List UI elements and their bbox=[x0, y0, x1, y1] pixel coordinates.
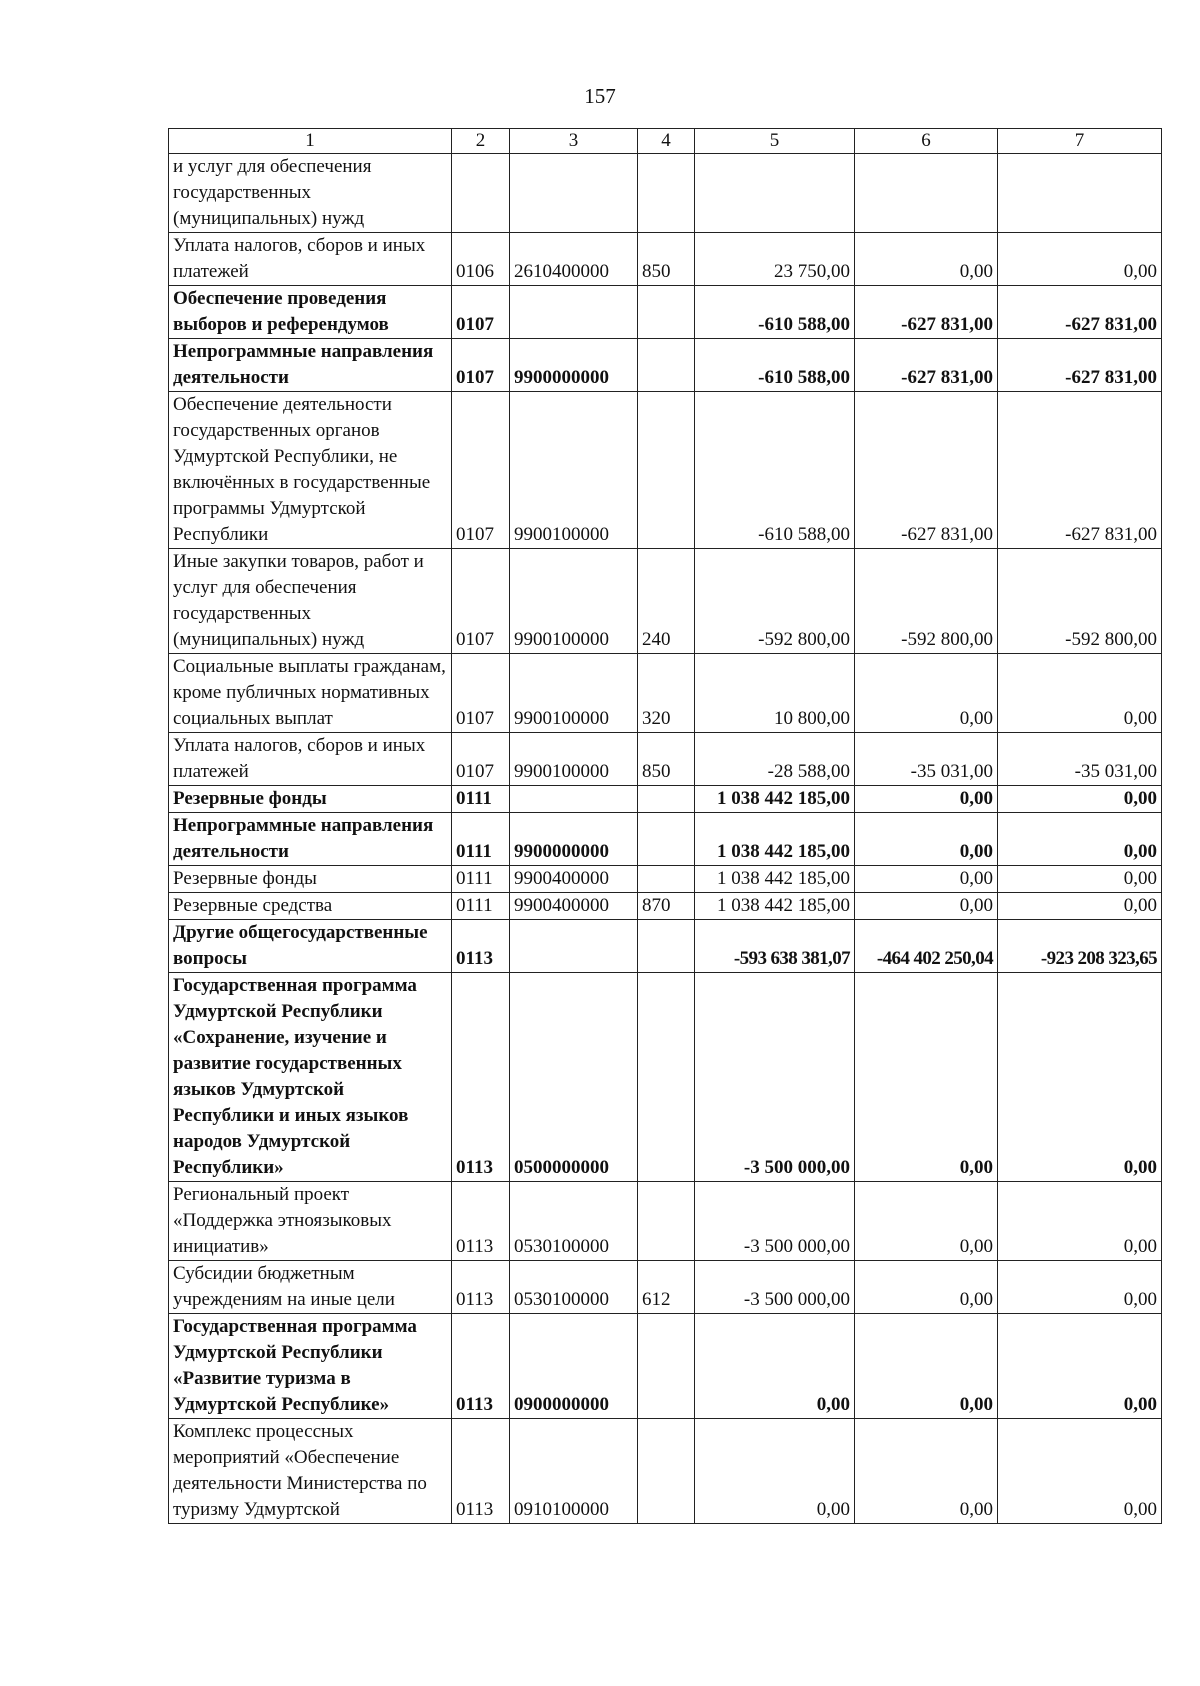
amount-col6: -592 800,00 bbox=[855, 549, 998, 654]
row-name: Иные закупки товаров, работ и услуг для обеспечения государственных (муниципальных) нужд bbox=[169, 549, 452, 654]
section-code: 0107 bbox=[452, 549, 510, 654]
expense-type-code bbox=[638, 339, 695, 392]
column-header: 5 bbox=[695, 129, 855, 154]
row-name: Непрограммные направления деятельности bbox=[169, 339, 452, 392]
row-name: Социальные выплаты гражданам, кроме публичных нормативных социальных выплат bbox=[169, 654, 452, 733]
amount-col5: 1 038 442 185,00 bbox=[695, 786, 855, 813]
amount-col5: -3 500 000,00 bbox=[695, 973, 855, 1182]
table-row bbox=[169, 1419, 1162, 1524]
target-article-code bbox=[510, 286, 638, 339]
amount-col7: 0,00 bbox=[998, 1261, 1162, 1314]
amount-col7: -627 831,00 bbox=[998, 286, 1162, 339]
amount-col5: -592 800,00 bbox=[695, 549, 855, 654]
row-name: Комплекс процессных мероприятий «Обеспечение деятельности Министерства по туризму Удмуртской bbox=[169, 1419, 452, 1524]
table-row bbox=[169, 893, 1162, 920]
table-row bbox=[169, 286, 1162, 339]
target-article-code: 0530100000 bbox=[510, 1261, 638, 1314]
amount-col7: 0,00 bbox=[998, 654, 1162, 733]
amount-col7: 0,00 bbox=[998, 973, 1162, 1182]
amount-col7: 0,00 bbox=[998, 1314, 1162, 1419]
expense-type-code: 850 bbox=[638, 733, 695, 786]
table-row bbox=[169, 154, 1162, 233]
amount-col6: 0,00 bbox=[855, 1419, 998, 1524]
amount-col7: -592 800,00 bbox=[998, 549, 1162, 654]
table-row bbox=[169, 733, 1162, 786]
table-row bbox=[169, 920, 1162, 973]
target-article-code: 9900400000 bbox=[510, 893, 638, 920]
amount-col5: 0,00 bbox=[695, 1419, 855, 1524]
amount-col6: 0,00 bbox=[855, 1182, 998, 1261]
section-code: 0111 bbox=[452, 813, 510, 866]
target-article-code: 9900100000 bbox=[510, 733, 638, 786]
expense-type-code bbox=[638, 866, 695, 893]
expense-type-code: 612 bbox=[638, 1261, 695, 1314]
table-row bbox=[169, 973, 1162, 1182]
expense-type-code bbox=[638, 1314, 695, 1419]
amount-col6: 0,00 bbox=[855, 973, 998, 1182]
expense-type-code bbox=[638, 920, 695, 973]
row-name: Резервные средства bbox=[169, 893, 452, 920]
row-name: Другие общегосударственные вопросы bbox=[169, 920, 452, 973]
amount-col7: 0,00 bbox=[998, 233, 1162, 286]
amount-col5: -28 588,00 bbox=[695, 733, 855, 786]
expense-type-code bbox=[638, 813, 695, 866]
row-name: Государственная программа Удмуртской Республики «Развитие туризма в Удмуртской Республике» bbox=[169, 1314, 452, 1419]
amount-col6: -627 831,00 bbox=[855, 339, 998, 392]
expense-type-code bbox=[638, 392, 695, 549]
amount-col5: 10 800,00 bbox=[695, 654, 855, 733]
target-article-code bbox=[510, 786, 638, 813]
section-code: 0111 bbox=[452, 893, 510, 920]
column-header: 3 bbox=[510, 129, 638, 154]
budget-table bbox=[168, 128, 1162, 1524]
column-header: 2 bbox=[452, 129, 510, 154]
table-row bbox=[169, 1261, 1162, 1314]
table-row bbox=[169, 813, 1162, 866]
section-code: 0113 bbox=[452, 1261, 510, 1314]
section-code: 0107 bbox=[452, 339, 510, 392]
table-row bbox=[169, 1182, 1162, 1261]
target-article-code: 0900000000 bbox=[510, 1314, 638, 1419]
column-header: 4 bbox=[638, 129, 695, 154]
amount-col6 bbox=[855, 154, 998, 233]
amount-col5: -610 588,00 bbox=[695, 392, 855, 549]
amount-col6: 0,00 bbox=[855, 866, 998, 893]
amount-col5: 1 038 442 185,00 bbox=[695, 893, 855, 920]
target-article-code: 9900000000 bbox=[510, 813, 638, 866]
table-row bbox=[169, 1314, 1162, 1419]
amount-col5: 0,00 bbox=[695, 1314, 855, 1419]
section-code: 0107 bbox=[452, 286, 510, 339]
amount-col6: -35 031,00 bbox=[855, 733, 998, 786]
expense-type-code bbox=[638, 1182, 695, 1261]
amount-col6: 0,00 bbox=[855, 1261, 998, 1314]
amount-col5: -3 500 000,00 bbox=[695, 1182, 855, 1261]
table-row bbox=[169, 339, 1162, 392]
section-code: 0107 bbox=[452, 392, 510, 549]
amount-col7: 0,00 bbox=[998, 786, 1162, 813]
amount-col5: -610 588,00 bbox=[695, 339, 855, 392]
amount-col6: -627 831,00 bbox=[855, 286, 998, 339]
amount-col6: 0,00 bbox=[855, 813, 998, 866]
column-number-row bbox=[169, 129, 1162, 154]
target-article-code: 9900400000 bbox=[510, 866, 638, 893]
amount-col5 bbox=[695, 154, 855, 233]
row-name: Региональный проект «Поддержка этноязыковых инициатив» bbox=[169, 1182, 452, 1261]
amount-col7: 0,00 bbox=[998, 1419, 1162, 1524]
row-name: Обеспечение проведения выборов и референдумов bbox=[169, 286, 452, 339]
table-row bbox=[169, 786, 1162, 813]
expense-type-code bbox=[638, 286, 695, 339]
column-header: 6 bbox=[855, 129, 998, 154]
section-code: 0111 bbox=[452, 866, 510, 893]
section-code: 0107 bbox=[452, 733, 510, 786]
table-row bbox=[169, 866, 1162, 893]
table-row bbox=[169, 654, 1162, 733]
amount-col6: 0,00 bbox=[855, 233, 998, 286]
section-code: 0113 bbox=[452, 920, 510, 973]
amount-col7: -627 831,00 bbox=[998, 392, 1162, 549]
amount-col7: 0,00 bbox=[998, 866, 1162, 893]
section-code: 0113 bbox=[452, 1419, 510, 1524]
amount-col6: 0,00 bbox=[855, 786, 998, 813]
target-article-code: 9900100000 bbox=[510, 392, 638, 549]
amount-col5: 1 038 442 185,00 bbox=[695, 813, 855, 866]
expense-type-code: 850 bbox=[638, 233, 695, 286]
row-name: Государственная программа Удмуртской Республики «Сохранение, изучение и развитие государственных языков Удмуртской Республики и иных языков народов Удмуртской Республики» bbox=[169, 973, 452, 1182]
target-article-code bbox=[510, 920, 638, 973]
amount-col5: -610 588,00 bbox=[695, 286, 855, 339]
amount-col6: 0,00 bbox=[855, 893, 998, 920]
row-name: и услуг для обеспечения государственных (муниципальных) нужд bbox=[169, 154, 452, 233]
table-row bbox=[169, 233, 1162, 286]
expense-type-code bbox=[638, 786, 695, 813]
amount-col5: -593 638 381,07 bbox=[695, 920, 855, 973]
amount-col5: -3 500 000,00 bbox=[695, 1261, 855, 1314]
expense-type-code: 240 bbox=[638, 549, 695, 654]
amount-col5: 23 750,00 bbox=[695, 233, 855, 286]
section-code bbox=[452, 154, 510, 233]
amount-col6: -464 402 250,04 bbox=[855, 920, 998, 973]
amount-col6: 0,00 bbox=[855, 1314, 998, 1419]
target-article-code: 2610400000 bbox=[510, 233, 638, 286]
amount-col7: 0,00 bbox=[998, 1182, 1162, 1261]
amount-col6: -627 831,00 bbox=[855, 392, 998, 549]
column-header: 1 bbox=[169, 129, 452, 154]
amount-col7: 0,00 bbox=[998, 813, 1162, 866]
amount-col7: 0,00 bbox=[998, 893, 1162, 920]
row-name: Уплата налогов, сборов и иных платежей bbox=[169, 733, 452, 786]
amount-col5: 1 038 442 185,00 bbox=[695, 866, 855, 893]
amount-col7: -923 208 323,65 bbox=[998, 920, 1162, 973]
table-row bbox=[169, 549, 1162, 654]
target-article-code: 9900100000 bbox=[510, 654, 638, 733]
section-code: 0111 bbox=[452, 786, 510, 813]
target-article-code: 9900100000 bbox=[510, 549, 638, 654]
section-code: 0106 bbox=[452, 233, 510, 286]
expense-type-code: 870 bbox=[638, 893, 695, 920]
row-name: Обеспечение деятельности государственных органов Удмуртской Республики, не включённых в государственные программы Удмуртской Республики bbox=[169, 392, 452, 549]
target-article-code: 0530100000 bbox=[510, 1182, 638, 1261]
row-name: Непрограммные направления деятельности bbox=[169, 813, 452, 866]
expense-type-code bbox=[638, 1419, 695, 1524]
column-header: 7 bbox=[998, 129, 1162, 154]
page-number: 157 bbox=[584, 84, 616, 108]
section-code: 0113 bbox=[452, 973, 510, 1182]
amount-col6: 0,00 bbox=[855, 654, 998, 733]
expense-type-code bbox=[638, 154, 695, 233]
section-code: 0113 bbox=[452, 1314, 510, 1419]
section-code: 0113 bbox=[452, 1182, 510, 1261]
expense-type-code: 320 bbox=[638, 654, 695, 733]
row-name: Субсидии бюджетным учреждениям на иные цели bbox=[169, 1261, 452, 1314]
row-name: Уплата налогов, сборов и иных платежей bbox=[169, 233, 452, 286]
row-name: Резервные фонды bbox=[169, 786, 452, 813]
amount-col7 bbox=[998, 154, 1162, 233]
expense-type-code bbox=[638, 973, 695, 1182]
target-article-code: 0910100000 bbox=[510, 1419, 638, 1524]
amount-col7: -35 031,00 bbox=[998, 733, 1162, 786]
target-article-code bbox=[510, 154, 638, 233]
row-name: Резервные фонды bbox=[169, 866, 452, 893]
target-article-code: 9900000000 bbox=[510, 339, 638, 392]
amount-col7: -627 831,00 bbox=[998, 339, 1162, 392]
target-article-code: 0500000000 bbox=[510, 973, 638, 1182]
table-row bbox=[169, 392, 1162, 549]
section-code: 0107 bbox=[452, 654, 510, 733]
